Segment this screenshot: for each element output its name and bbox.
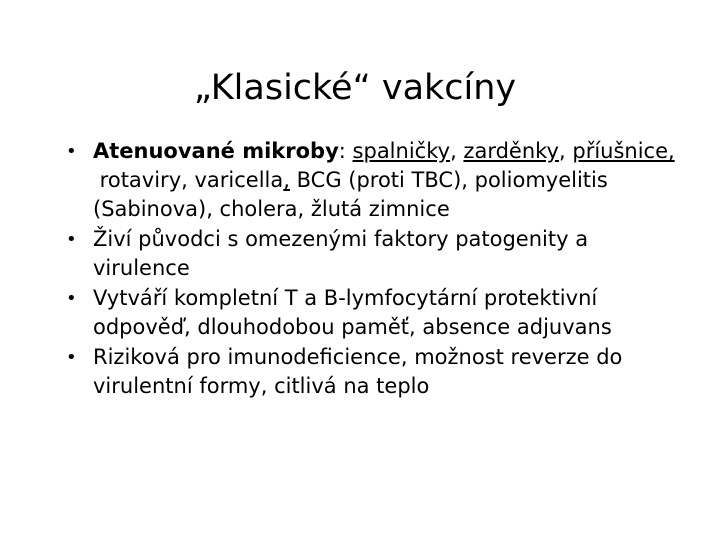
bullet-text: Vytváří kompletní T a B-lymfocytární protektivní odpověď, dlouhodobou paměť, absence adjuvans	[93, 286, 612, 339]
bullet-text: Živí původci s omezenými faktory patogenity a virulence	[93, 227, 589, 280]
vaccine-rubella: zarděnky	[463, 139, 559, 163]
bullet-icon: •	[66, 288, 77, 309]
separator-comma: ,	[558, 139, 566, 163]
label-colon: :	[338, 139, 353, 163]
slide-title: „Klasické“ vakcíny	[193, 68, 517, 108]
attenuated-text-part: BCG (proti TBC), poliomyelitis (Sabinova), cholera, žlutá zimnice	[93, 168, 608, 221]
bullet-item-risks	[62, 343, 682, 401]
bullet-item-immune-response	[62, 284, 682, 342]
bullet-item-live-pathogens	[62, 225, 682, 283]
vaccine-measles: spalničky	[352, 139, 451, 163]
attenuated-label: Atenuované mikroby	[93, 139, 339, 163]
vaccine-mumps: příušnice	[572, 139, 669, 163]
separator-comma: ,	[668, 139, 675, 163]
bullet-icon: •	[66, 229, 77, 250]
separator-comma: ,	[450, 139, 464, 163]
separator-comma: ,	[283, 168, 290, 192]
bullet-icon: •	[66, 141, 77, 162]
bullet-text: Riziková pro imunodeficience, možnost reverze do virulentní formy, citlivá na teplo	[93, 345, 623, 398]
bullet-icon: •	[66, 347, 77, 368]
bullet-list	[62, 137, 682, 402]
attenuated-text-part: rotaviry, varicella	[93, 168, 284, 192]
bullet-item-attenuated	[62, 137, 682, 224]
